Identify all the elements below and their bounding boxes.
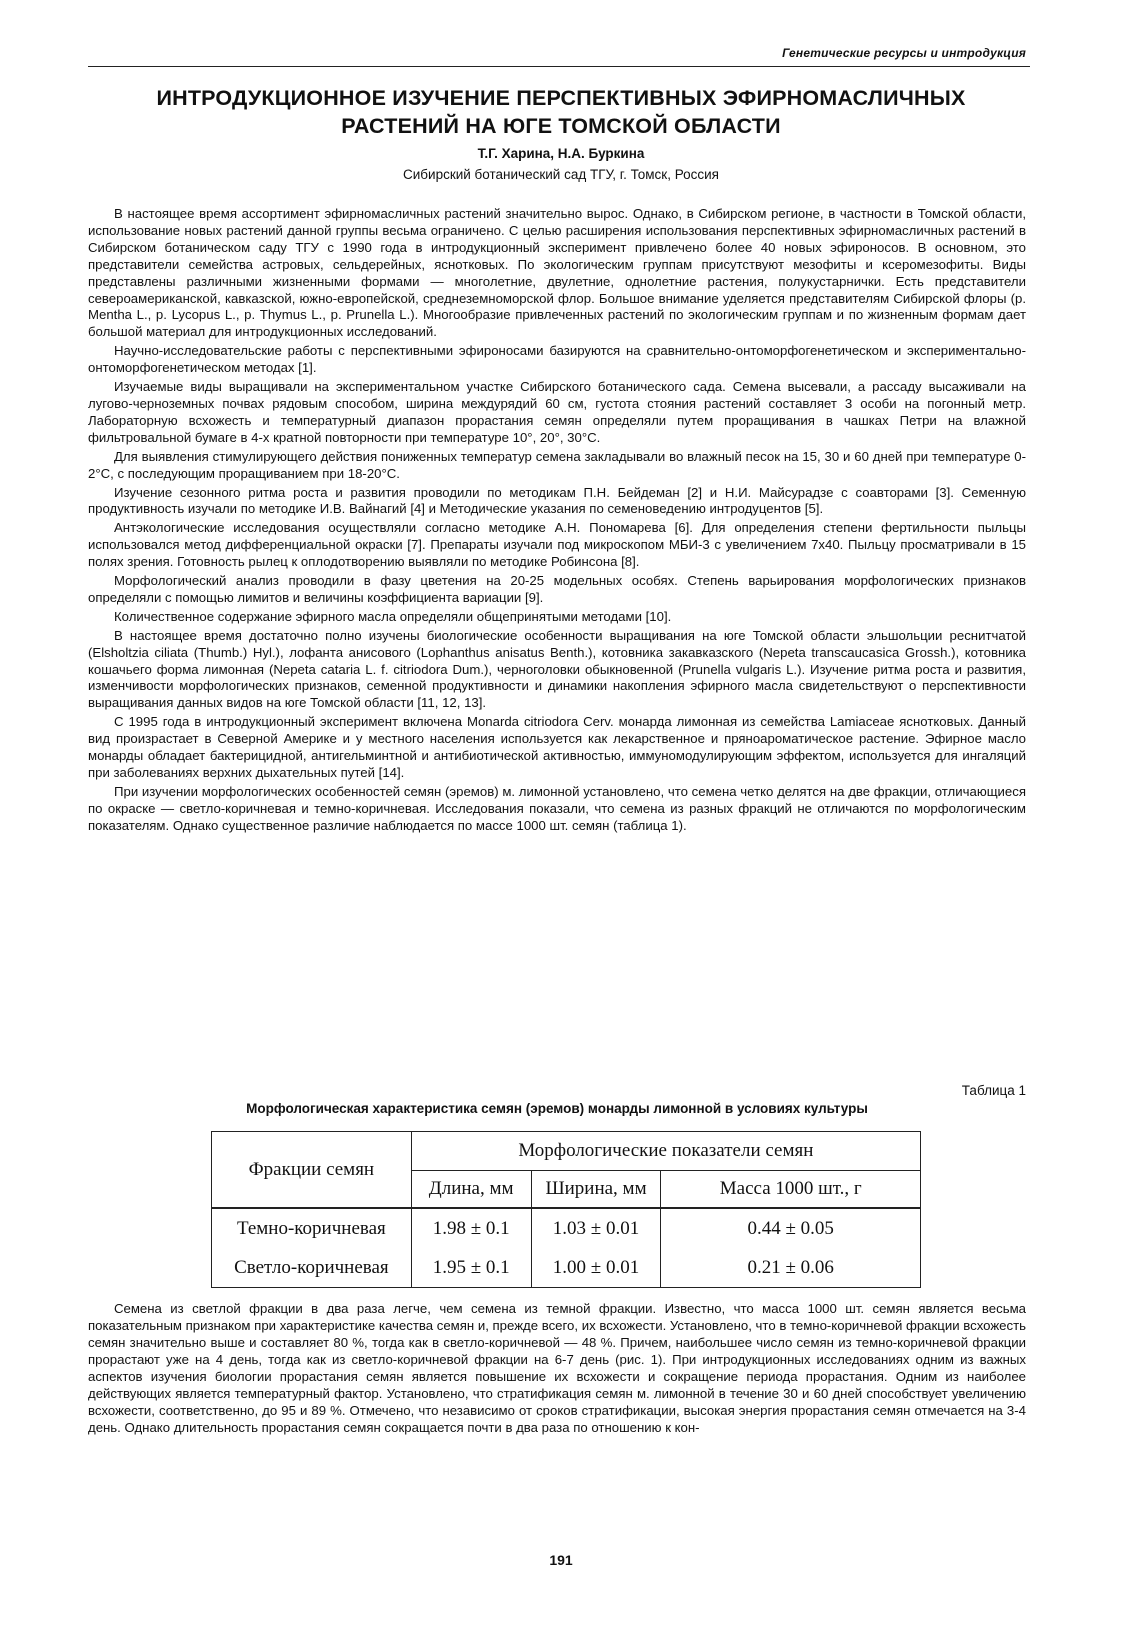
running-head: Генетические ресурсы и интродукция: [782, 46, 1026, 60]
cell-fraction: Светло-коричневая: [212, 1249, 412, 1288]
paragraph: Морфологический анализ проводили в фазу цветения на 20-25 модельных особях. Степень варьирования морфологических признаков определяли с помощью лимитов и величины коэффициента вариации [9].: [88, 573, 1026, 605]
header-fraction: Фракции семян: [212, 1132, 412, 1209]
paragraph: В настоящее время ассортимент эфирномасличных растений значительно вырос. Однако, в Сибирском регионе, в частности в Томской области, использование новых растений данной группы весьма ограничено. С целью расширения использования перспективных эфирномасличных растений в Сибирском ботаническом саду ТГУ с 1990 года в интродукционный эксперимент привлечено более 40 новых эфироносов. В основном, это представители семейства астровых, сельдерейных, яснотковых. По экологическим группам присутствуют мезофиты и ксеромезофиты. Виды представлены различными жизненными формами — многолетние, двулетние, однолетние растения, полукустарнички. Есть представители североамериканской, кавказской, южно-европейской, среднеземноморской флор. Большое внимание уделяется представителям Сибирской флоры (р. Mentha L., р. Lycopus L., р. Thymus L., р. Prunella L.). Многообразие привлеченных растений по экологическим группам и по жизненным формам дает большой материал для интродукционных исследований.: [88, 206, 1026, 340]
article-authors: Т.Г. Харина, Н.А. Буркина: [477, 146, 645, 161]
paragraph: С 1995 года в интродукционный эксперимент включена Monarda citriodora Cerv. монарда лимонная из семейства Lamiaceae яснотковых. Данный вид произрастает в Северной Америке и у местного населения используется как лекарственное и пряноароматическое растение. Эфирное масло монарды обладает бактерицидной, антигельминтной и антибиотической активностью, иммуномодулирующим эффектом, используется для ингаляций при заболеваниях верхних дыхательных путей [14].: [88, 714, 1026, 780]
header-indicators: Морфологические показатели семян: [411, 1132, 920, 1171]
article-body: [88, 206, 1026, 837]
table-number: Таблица 1: [961, 1083, 1026, 1098]
paragraph: Количественное содержание эфирного масла определяли общепринятыми методами [10].: [114, 608, 672, 624]
cell-fraction: Темно-коричневая: [212, 1208, 412, 1249]
header-length: Длина, мм: [411, 1171, 531, 1209]
table-row: [212, 1208, 921, 1249]
article-affiliation: Сибирский ботанический сад ТГУ, г. Томск, Россия: [403, 167, 719, 182]
cell-width: 1.00 ± 0.01: [531, 1249, 661, 1288]
page-number: 191: [549, 1552, 573, 1568]
article-title: ИНТРОДУКЦИОННОЕ ИЗУЧЕНИЕ ПЕРСПЕКТИВНЫХ ЭФИРНОМАСЛИЧНЫХ РАСТЕНИЙ НА ЮГЕ ТОМСКОЙ ОБЛАСТИ: [156, 86, 966, 138]
cell-mass: 0.21 ± 0.06: [661, 1249, 921, 1288]
cell-length: 1.98 ± 0.1: [411, 1208, 531, 1249]
cell-width: 1.03 ± 0.01: [531, 1208, 661, 1249]
header-mass: Масса 1000 шт., г: [661, 1171, 921, 1209]
table-caption: Морфологическая характеристика семян (эремов) монарды лимонной в условиях культуры: [246, 1101, 868, 1116]
paragraph: Изучаемые виды выращивали на экспериментальном участке Сибирского ботанического сада. Семена высевали, а рассаду высаживали на лугово-черноземных почвах рядовым способом, ширина междурядий 60 см, густота стояния растений составляет 3 особи на погонный метр. Лабораторную всхожесть и температурный диапазон прорастания семян определяли путем проращивания в чашках Петри на влажной фильтровальной бумаге в 4-х кратной повторности при температуре 10°, 20°, 30°С.: [88, 379, 1026, 445]
cell-length: 1.95 ± 0.1: [411, 1249, 531, 1288]
paragraph: При изучении морфологических особенностей семян (эремов) м. лимонной установлено, что семена четко делятся на две фракции, отличающиеся по окраске — светло-коричневая и темно-коричневая. Исследования показали, что семена из разных фракций не отличаются по морфологическим показателям. Однако существенное различие наблюдается по массе 1000 шт. семян (таблица 1).: [88, 783, 1026, 833]
header-rule: [88, 66, 1030, 67]
paragraph: Изучение сезонного ритма роста и развития проводили по методикам П.Н. Бейдеман [2] и Н.И. Майсурадзе с соавторами [3]. Семенную продуктивность изучали по методике И.В. Вайнагий [4] и Методические указания по семеноведению интродуцентов [5].: [88, 484, 1026, 517]
paragraph: Антэкологические исследования осуществляли согласно методике А.Н. Пономарева [6]. Для определения степени фертильности пыльцы использовался метод дифференциальной окраски [7]. Препараты изучали под микроскопом МБИ-3 с увеличением 7х40. Пыльцу просматривали в 15 полях зрения. Готовность рылец к оплодотворению выявляли по методике Робинсона [8].: [88, 520, 1026, 570]
seed-morphology-table: [211, 1131, 921, 1288]
paragraph: Семена из светлой фракции в два раза легче, чем семена из темной фракции. Известно, что масса 1000 шт. семян является весьма показательным признаком при характеристике качества семян и, прежде всего, их всхожести. Установлено, что в темно-коричневой фракции всхожесть семян значительно выше и составляет 80 %, тогда как в светло-коричневой — 48 %. Причем, наибольшее число семян из темно-коричневой фракции прорастают уже на 4 день, тогда как из светло-коричневой фракции на 6-7 день (рис. 1). При интродукционных исследованиях одним из важных аспектов изучения биологии прорастания семян является повышение их всхожести и сокращение периода прорастания. Одним из наиболее действующих является температурный фактор. Установлено, что стратификация семян м. лимонной в течение 30 и 60 дней способствует увеличению всхожести, соответственно, до 95 и 89 %. Отмечено, что независимо от сроков стратификации, высокая энергия прорастания семян отмечается на 3-4 день. Однако длительность прорастания семян сокращается почти в два раза по отношению к кон-: [88, 1301, 1026, 1435]
paragraph: Научно-исследовательские работы с перспективными эфироносами базируются на сравнительно-онтоморфогенетическом и экспериментально-онтоморфогенетическом методах [1].: [88, 343, 1026, 376]
header-width: Ширина, мм: [531, 1171, 661, 1209]
paragraph: Для выявления стимулирующего действия пониженных температур семена закладывали во влажный песок на 15, 30 и 60 дней при температуре 0-2°С, с последующим проращиванием при 18-20°С.: [88, 448, 1026, 481]
paragraph: В настоящее время достаточно полно изучены биологические особенности выращивания на юге Томской области эльшольции реснитчатой (Elsholtzia ciliata (Thumb.) Hyl.), лофанта анисового (Lophanthus anisatus Benth.), котовника закавказского (Nepeta transcaucasica Grossh.), котовника кошачьего форма лимонная (Nepeta cataria L. f. citriodora Dum.), черноголовки обыкновенной (Prunella vulgaris L.). Изучение ритма роста и развития, изменчивости морфологических признаков, семенной продуктивности и динамики накопления эфирного масла свидетельствуют о перспективности выращивания данных видов на юге Томской области [11, 12, 13].: [88, 627, 1026, 711]
article-body-continued: [88, 1300, 1026, 1438]
cell-mass: 0.44 ± 0.05: [661, 1208, 921, 1249]
table-row: [212, 1249, 921, 1288]
